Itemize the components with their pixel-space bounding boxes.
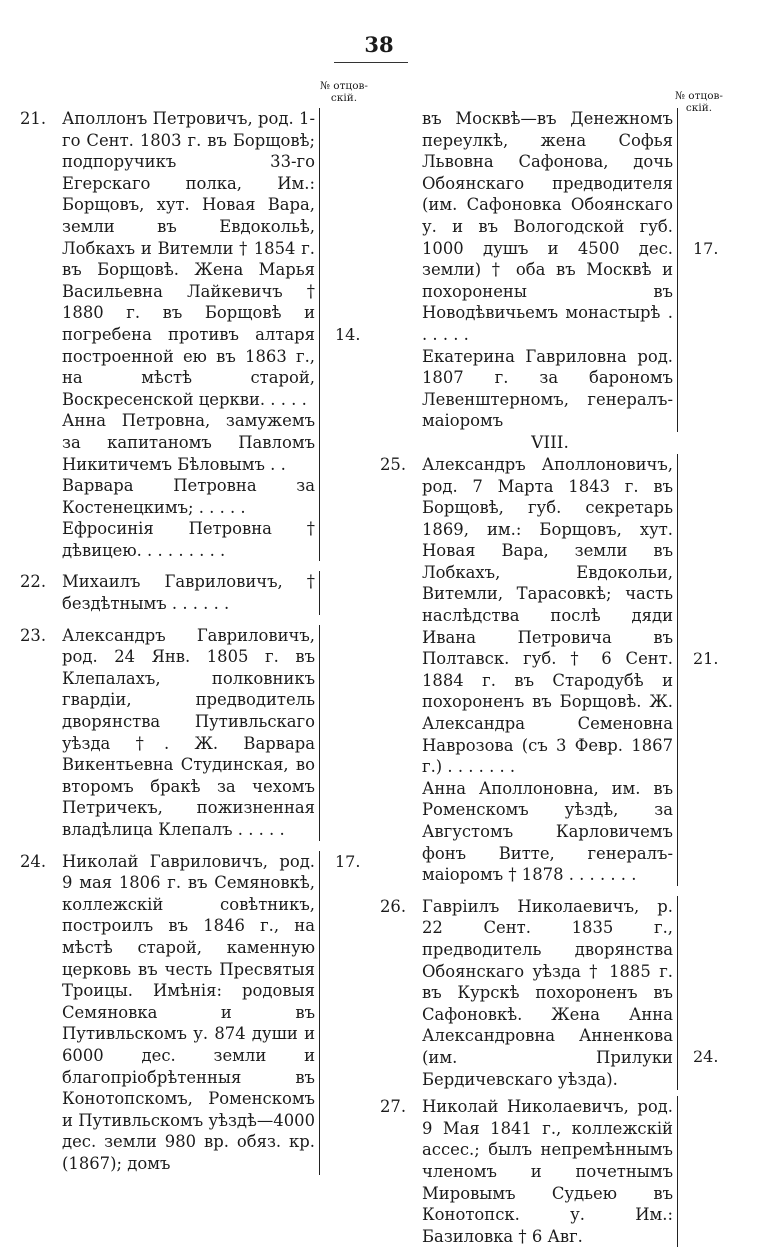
father-number: 17. (693, 239, 719, 258)
father-number: 14. (335, 325, 361, 344)
entry-text: Николай Николаевичъ, род. 9 Мая 1841 г., коллежскій ассес.; былъ непремѣннымъ членомъ и почетнымъ Мировымъ Судьею въ Конотопск. у. Им.: Базиловка † 6 Авг. (422, 1097, 673, 1246)
entry-text: Аполлонъ Петровичъ, род. 1-го Сент. 1803 г. въ Борщовѣ; подпоручикъ 33-го Егерскаго полка, Им.: Борщовъ, хут. Новая Вара, земли въ Евдокольѣ, Лобкахъ и Витемли † 1854 г. въ Борщовѣ. Жена Марья Васильевна Лайкевичъ † 1880 г. въ Борщовѣ и погребена противъ алтаря построенной ею въ 1863 г., на мѣстѣ старой, Воскресенской церкви. . . . . (62, 109, 315, 409)
entry-text: Варвара Петровна за Костенецкимъ; . . . . . (62, 476, 315, 517)
entry-text: Александръ Аполлоновичъ, род. 7 Марта 1843 г. въ Борщовѣ, губ. секретарь 1869, им.: Борщовъ, хут. Новая Вара, земли въ Лобкахъ, Евдокольи, Витемли, Тарасовкѣ; часть наслѣдства послѣ дяди Ивана Петровича въ Полтавск. губ. † 6 Сент. 1884 г. въ Стародубѣ и похороненъ въ Борщовѣ. Ж. Александра Семеновна Наврозова (съ 3 Февр. 1867 г.) . . . . . . . (422, 454, 673, 777)
entry-24-continued (380, 108, 719, 432)
entry-text: Ефросинія Петровна † дѣвицею. . . . . . . . . (62, 519, 315, 560)
entry-text: Екатерина Гавриловна род. 1807 г. за барономъ Левенштерномъ, генералъ-маіоромъ (422, 346, 673, 431)
entry-number: 23. (20, 625, 47, 645)
entry-text: въ Москвѣ—въ Денежномъ переулкѣ, жена Софья Львовна Сафонова, дочь Обоянскаго предводителя (им. Сафоновка Обоянскаго у. и въ Вологодской губ. 1000 душъ и 4500 дес. земли) † оба въ Москвѣ и похоронены въ Новодѣвичьемъ монастырѣ . . . . . . (422, 109, 673, 344)
left-column (20, 108, 361, 1175)
entry-number: 22. (20, 572, 47, 592)
header-rule (334, 62, 408, 63)
entry-23 (20, 625, 320, 841)
entry-text: Александръ Гавриловичъ, род. 24 Янв. 1805 г. въ Клепалахъ, полковникъ гвардіи, предводитель дворянства Путивльскаго уѣзда †. Ж. Варвара Викентьевна Студинская, во второмъ бракѣ за чехомъ Петричекъ, пожизненная владѣлица Клепалъ . . . . . (62, 625, 315, 839)
column-header-right: № отцов-скій. (675, 90, 723, 114)
father-number: 24. (693, 1046, 719, 1066)
entry-number: 25. (380, 454, 407, 474)
entry-number: 24. (20, 851, 47, 871)
entry-text: Михаилъ Гавриловичъ, † бездѣтнымъ . . . . . . (62, 572, 315, 614)
entry-24 (20, 851, 361, 1175)
entry-text: Анна Петровна, замужемъ за капитаномъ Павломъ Никитичемъ Бѣловымъ . . (62, 411, 315, 474)
father-number: 17. (335, 851, 361, 871)
entry-text: Гавріилъ Николаевичъ, р. 22 Сент. 1835 г., предводитель дворянства Обоянскаго уѣзда † 1885 г. въ Курскѣ похороненъ въ Сафоновкѣ. Жена Анна Александровна Анненкова (им. Прилуки Бердичевскаго уѣзда). (422, 896, 673, 1089)
entry-text: Анна Аполлоновна, им. въ Роменскомъ уѣздѣ, за Августомъ Карловичемъ фонъ Витте, генералъ-маіоромъ † 1878 . . . . . . . (422, 778, 673, 885)
father-number: 21. (693, 648, 719, 668)
entry-26 (380, 896, 719, 1090)
entry-number: 26. (380, 896, 407, 916)
entry-27 (380, 1096, 678, 1247)
entry-number: 27. (380, 1097, 407, 1117)
right-column (380, 108, 719, 1247)
generation-heading: VIII. (531, 432, 569, 453)
entry-text: Николай Гавриловичъ, род. 9 мая 1806 г. въ Семяновкѣ, коллежскій совѣтникъ, построилъ въ 1846 г., на мѣстѣ старой, каменную церковь въ честь Пресвятыя Троицы. Имѣнія: родовыя Семяновка и въ Путивльскомъ у. 874 души и 6000 дес. земли и благопріобрѣтенныя въ Конотопскомъ, Роменскомъ и Путивльскомъ уѣздѣ—4000 дес. земли 980 вр. обяз. кр. (1867); домъ (62, 851, 315, 1173)
column-header-left: № отцов-скій. (320, 80, 368, 104)
entry-21 (20, 108, 361, 561)
page-number: 38 (364, 32, 394, 57)
entry-22 (20, 571, 320, 614)
entry-number: 21. (20, 109, 47, 128)
entry-25 (380, 454, 719, 886)
